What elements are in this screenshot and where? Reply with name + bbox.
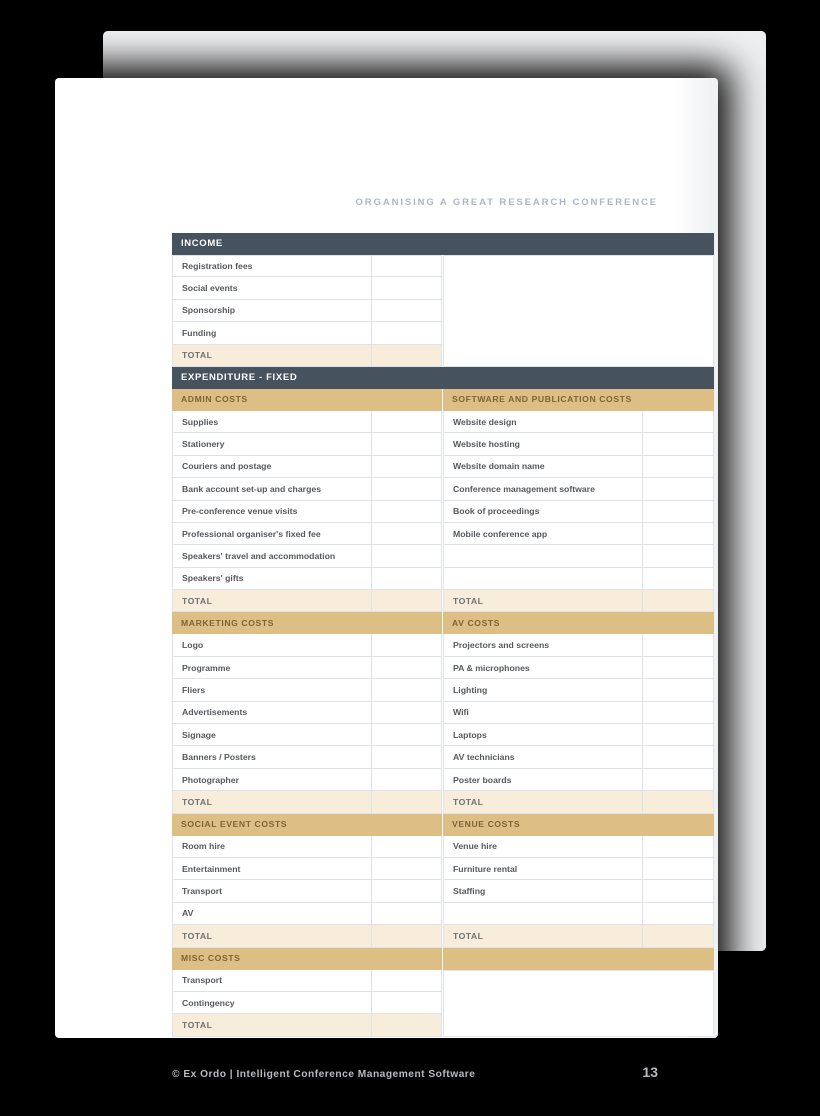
table-row (172, 545, 442, 567)
table-row (172, 411, 442, 433)
line-item-value-field[interactable] (372, 657, 442, 678)
line-item-label (443, 903, 643, 924)
line-item-label: Funding (172, 322, 372, 343)
line-item-value-field[interactable] (372, 880, 442, 901)
line-item-label: Advertisements (172, 702, 372, 723)
table-row (172, 746, 442, 768)
line-item-label: Laptops (443, 724, 643, 745)
line-item-value-field[interactable] (643, 456, 714, 477)
line-item-label: Poster boards (443, 769, 643, 790)
line-item-value-field[interactable] (372, 322, 442, 343)
table-row (443, 523, 714, 545)
table-row (172, 970, 442, 992)
category-subheader: MARKETING COSTS (172, 612, 442, 634)
table-row (443, 679, 714, 701)
line-item-value-field[interactable] (372, 277, 442, 298)
table-row (443, 702, 714, 724)
income-column (172, 255, 443, 367)
line-item-label: Speakers' travel and accommodation (172, 545, 372, 566)
line-item-label (443, 545, 643, 566)
table-row (172, 523, 442, 545)
line-item-label: Lighting (443, 679, 643, 700)
line-item-value-field[interactable] (643, 903, 714, 924)
table-row (443, 501, 714, 523)
line-item-value-field[interactable] (372, 256, 442, 276)
table-row (443, 634, 714, 656)
line-item-label: Website hosting (443, 433, 643, 454)
line-item-label: Stationery (172, 433, 372, 454)
line-item-label: Couriers and postage (172, 456, 372, 477)
line-item-label: Room hire (172, 836, 372, 857)
line-item-label: Conference management software (443, 478, 643, 499)
total-value-field[interactable] (372, 590, 442, 611)
line-item-value-field[interactable] (643, 769, 714, 790)
line-item-label: Logo (172, 634, 372, 655)
line-item-value-field[interactable] (372, 903, 442, 924)
table-row (443, 411, 714, 433)
line-item-value-field[interactable] (372, 746, 442, 767)
line-item-value-field[interactable] (372, 300, 442, 321)
line-item-label: Transport (172, 880, 372, 901)
income-band: INCOME (172, 233, 714, 255)
line-item-value-field[interactable] (372, 478, 442, 499)
expenditure-block (172, 612, 714, 813)
page-footer (172, 1064, 658, 1080)
line-item-value-field[interactable] (643, 523, 714, 544)
misc-empty-area (443, 948, 714, 1037)
line-item-label: Mobile conference app (443, 523, 643, 544)
line-item-label: Signage (172, 724, 372, 745)
total-value-field[interactable] (643, 590, 714, 611)
category-subheader: MISC COSTS (172, 948, 442, 970)
line-item-label: Staffing (443, 880, 643, 901)
line-item-label: Registration fees (172, 256, 372, 276)
table-row (443, 657, 714, 679)
total-row (443, 590, 714, 612)
expenditure-block (172, 389, 714, 613)
line-item-label: Speakers' gifts (172, 568, 372, 589)
table-row (443, 746, 714, 768)
line-item-label: Furniture rental (443, 858, 643, 879)
total-row (172, 925, 442, 947)
table-row (172, 478, 442, 500)
budget-column-right (443, 612, 714, 813)
table-row (443, 880, 714, 902)
line-item-label: Supplies (172, 411, 372, 432)
table-row (443, 545, 714, 567)
table-row (172, 836, 442, 858)
footer-copyright: © Ex Ordo | Intelligent Conference Management Software (172, 1069, 476, 1080)
line-item-value-field[interactable] (372, 992, 442, 1013)
line-item-label: Venue hire (443, 836, 643, 857)
category-subheader: ADMIN COSTS (172, 389, 442, 411)
income-block (172, 255, 714, 367)
budget-column-left (172, 389, 443, 613)
total-row (172, 791, 442, 813)
table-row (172, 456, 442, 478)
line-item-label: Contingency (172, 992, 372, 1013)
line-item-value-field[interactable] (372, 411, 442, 432)
total-row (443, 925, 714, 947)
line-item-value-field[interactable] (643, 433, 714, 454)
total-row (172, 1014, 442, 1036)
line-item-value-field[interactable] (372, 456, 442, 477)
page-number: 13 (642, 1064, 658, 1080)
total-value-field[interactable] (372, 791, 442, 812)
table-row (172, 634, 442, 656)
line-item-value-field[interactable] (643, 724, 714, 745)
table-row (443, 769, 714, 791)
total-value-field[interactable] (372, 925, 442, 946)
line-item-value-field[interactable] (372, 970, 442, 991)
table-row (172, 702, 442, 724)
total-value-field[interactable] (372, 1014, 442, 1035)
total-label: TOTAL (443, 791, 643, 812)
line-item-value-field[interactable] (643, 657, 714, 678)
line-item-label: Book of proceedings (443, 501, 643, 522)
line-item-value-field[interactable] (643, 478, 714, 499)
line-item-value-field[interactable] (643, 836, 714, 857)
table-row (172, 903, 442, 925)
line-item-label: Bank account set-up and charges (172, 478, 372, 499)
misc-column (172, 948, 443, 1037)
empty-cell[interactable] (443, 970, 714, 1037)
table-row (172, 679, 442, 701)
line-item-value-field[interactable] (372, 836, 442, 857)
line-item-value-field[interactable] (372, 501, 442, 522)
line-item-label: Projectors and screens (443, 634, 643, 655)
line-item-label: Fliers (172, 679, 372, 700)
table-row (443, 478, 714, 500)
line-item-label: Sponsorship (172, 300, 372, 321)
paper-sheet-front (55, 78, 718, 1080)
category-subheader-blank (443, 948, 714, 970)
line-item-value-field[interactable] (372, 634, 442, 655)
table-row (172, 992, 442, 1014)
line-item-label: Professional organiser's fixed fee (172, 523, 372, 544)
budget-column-left (172, 612, 443, 813)
line-item-label: Entertainment (172, 858, 372, 879)
total-label: TOTAL (172, 345, 372, 366)
line-item-value-field[interactable] (643, 880, 714, 901)
line-item-value-field[interactable] (643, 679, 714, 700)
empty-cell[interactable] (443, 255, 714, 367)
table-row (172, 255, 442, 277)
table-row (172, 568, 442, 590)
line-item-label: AV (172, 903, 372, 924)
table-row (172, 769, 442, 791)
line-item-label (443, 568, 643, 589)
table-row (443, 724, 714, 746)
total-row (172, 345, 442, 367)
total-label: TOTAL (172, 590, 372, 611)
income-empty-area (443, 255, 714, 367)
category-subheader: SOCIAL EVENT COSTS (172, 814, 442, 836)
total-label: TOTAL (172, 925, 372, 946)
category-subheader: VENUE COSTS (443, 814, 714, 836)
line-item-value-field[interactable] (643, 702, 714, 723)
table-row (172, 277, 442, 299)
expenditure-block (172, 814, 714, 948)
line-item-label: Website design (443, 411, 643, 432)
line-item-label: Wifi (443, 702, 643, 723)
line-item-label: Pre-conference venue visits (172, 501, 372, 522)
misc-block (172, 948, 714, 1037)
budget-column-left (172, 814, 443, 948)
line-item-value-field[interactable] (372, 702, 442, 723)
table-row (172, 657, 442, 679)
line-item-value-field[interactable] (643, 746, 714, 767)
total-value-field[interactable] (372, 345, 442, 366)
line-item-value-field[interactable] (372, 523, 442, 544)
line-item-label: Banners / Posters (172, 746, 372, 767)
line-item-value-field[interactable] (372, 724, 442, 745)
line-item-label: Website domain name (443, 456, 643, 477)
table-row (443, 456, 714, 478)
category-subheader: SOFTWARE AND PUBLICATION COSTS (443, 389, 714, 411)
table-row (172, 322, 442, 344)
table-row (443, 858, 714, 880)
line-item-value-field[interactable] (643, 411, 714, 432)
line-item-value-field[interactable] (372, 568, 442, 589)
total-label: TOTAL (172, 791, 372, 812)
table-row (172, 880, 442, 902)
total-row (443, 791, 714, 813)
line-item-value-field[interactable] (372, 433, 442, 454)
expenditure-band: EXPENDITURE - FIXED (172, 367, 714, 389)
line-item-value-field[interactable] (643, 568, 714, 589)
total-row (172, 590, 442, 612)
line-item-value-field[interactable] (643, 634, 714, 655)
table-row (172, 300, 442, 322)
category-subheader: AV COSTS (443, 612, 714, 634)
total-label: TOTAL (443, 590, 643, 611)
budget-column-right (443, 389, 714, 613)
total-label: TOTAL (443, 925, 643, 946)
table-row (443, 433, 714, 455)
budget-table (172, 233, 714, 1037)
table-row (172, 501, 442, 523)
line-item-label: Photographer (172, 769, 372, 790)
table-row (443, 836, 714, 858)
line-item-label: Transport (172, 970, 372, 991)
total-label: TOTAL (172, 1014, 372, 1035)
line-item-value-field[interactable] (643, 501, 714, 522)
table-row (172, 433, 442, 455)
line-item-value-field[interactable] (372, 858, 442, 879)
table-row (172, 724, 442, 746)
table-row (443, 903, 714, 925)
line-item-value-field[interactable] (372, 679, 442, 700)
line-item-label: PA & microphones (443, 657, 643, 678)
total-value-field[interactable] (643, 925, 714, 946)
table-row (443, 568, 714, 590)
line-item-value-field[interactable] (372, 545, 442, 566)
line-item-label: AV technicians (443, 746, 643, 767)
budget-column-right (443, 814, 714, 948)
line-item-value-field[interactable] (643, 545, 714, 566)
line-item-value-field[interactable] (372, 769, 442, 790)
total-value-field[interactable] (643, 791, 714, 812)
line-item-label: Programme (172, 657, 372, 678)
page-header: ORGANISING A GREAT RESEARCH CONFERENCE (355, 197, 658, 208)
line-item-value-field[interactable] (643, 858, 714, 879)
line-item-label: Social events (172, 277, 372, 298)
table-row (172, 858, 442, 880)
